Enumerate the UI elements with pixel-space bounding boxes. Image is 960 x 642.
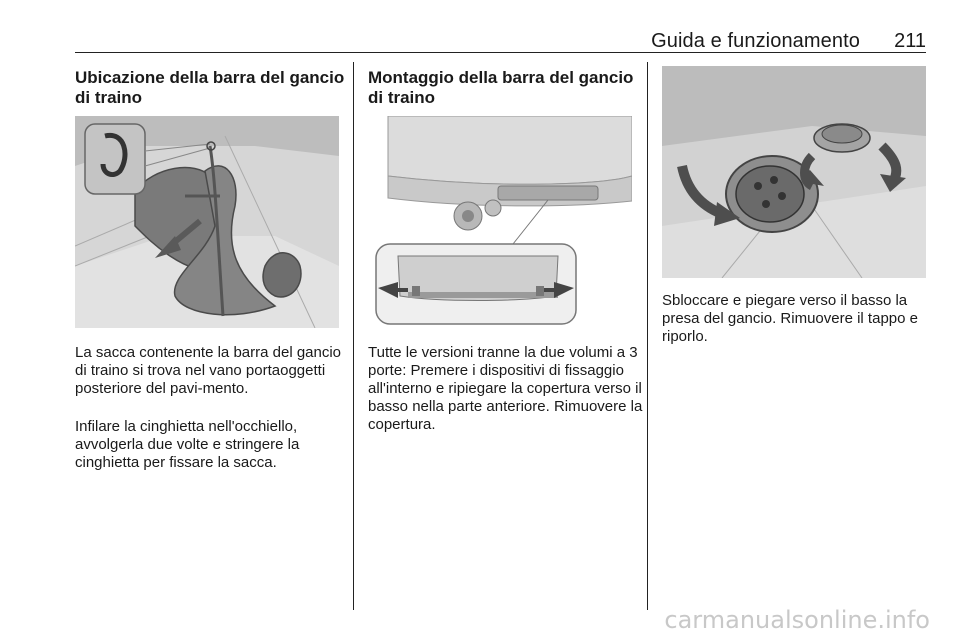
- page-number: 211: [894, 30, 926, 52]
- running-header-title: Guida e funzionamento: [651, 30, 860, 52]
- section-paragraph: Infilare la cinghietta nell'occhiello, avvolgerla due volte e stringere la cinghietta per fissare la sacca.: [75, 418, 300, 471]
- watermark: carmanualsonline.info: [664, 606, 930, 634]
- illustration-tow-bar-bag: [75, 116, 339, 328]
- section-paragraph: La sacca contenente la barra del gancio di traino si trova nel vano portaoggetti posteriore del pavi-mento.: [75, 344, 342, 397]
- column-divider-right: [647, 62, 648, 610]
- section-paragraph: Tutte le versioni tranne la due volumi a 3 porte: Premere i dispositivi di fissaggio all'interno e ripiegare la copertura verso il basso nella parte anteriore. Rimuovere la copertura.: [368, 344, 643, 433]
- column-divider-left: [353, 62, 354, 610]
- header-rule: [75, 52, 926, 53]
- section-heading-location: Ubicazione della barra del gancio di traino: [75, 68, 345, 107]
- section-heading-mounting: Montaggio della barra del gancio di traino: [368, 68, 634, 107]
- illustration-hitch-socket: [662, 66, 926, 278]
- hitch-socket-drawing: [662, 66, 926, 278]
- illustration-bumper-cover: [368, 116, 632, 328]
- section-paragraph: Sbloccare e piegare verso il basso la presa del gancio. Rimuovere il tappo e riporlo.: [662, 292, 918, 345]
- tow-bar-bag-drawing: [75, 116, 339, 328]
- bumper-cover-drawing: [368, 116, 632, 328]
